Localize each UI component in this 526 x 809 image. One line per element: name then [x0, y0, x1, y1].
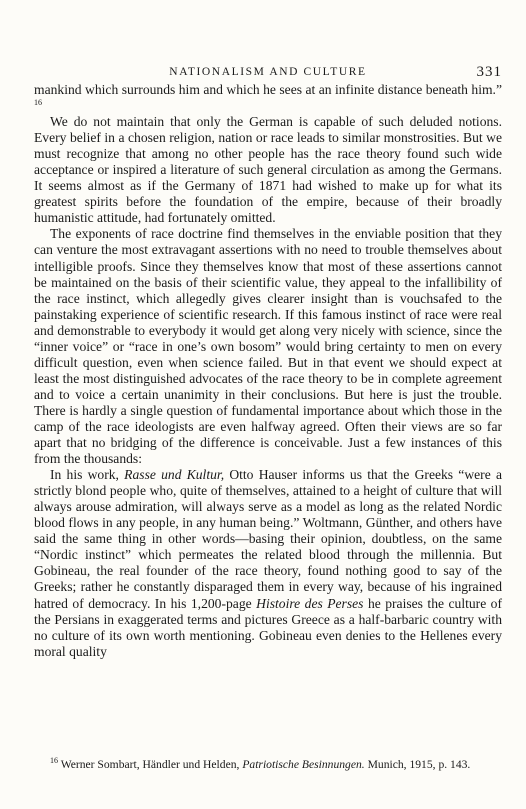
page-header	[34, 64, 502, 84]
running-head: NATIONALISM AND CULTURE	[169, 66, 367, 78]
footnote-citation: Werner Sombart, Händler und Helden,	[60, 758, 240, 771]
footnote-citation-rest: Munich, 1915, p. 143.	[367, 758, 471, 771]
footnote	[34, 757, 502, 772]
book-title: Rasse und Kultur,	[124, 467, 225, 483]
paragraph-continuation	[34, 82, 502, 114]
footnote-text	[34, 757, 502, 772]
footnote-book-title: Patriotische Besinnungen.	[242, 758, 365, 771]
paragraph	[34, 467, 502, 660]
page-number: 331	[476, 64, 502, 80]
paragraph: The exponents of race doctrine find themselves in the enviable position that they can venture the most extravagant assertions with no need to trouble themselves about intelligible proofs. Since they themselves know that most of these assertions cannot be maintained on the basis of their scientific value, they appeal to the infallibility of the race instinct, which allegedly gives clearer insight than is vouchsafed to the painstaking experience of scientific research. If this famous instinct of race were real and demonstrable to everybody it would get along very nicely with science, since the “inner voice” or “race in one’s own bosom” would bring certainty to men on every difficult question, even when science failed. But in that event we should expect at least the most distinguished advocates of the race theory to be in complete agreement and to voice a certain unanimity in their conclusions. But here is just the trouble. There is hardly a single question of fundamental importance about which those in the camp of the race ideologists are even halfway agreed. Often their views are so far apart that no bridging of the difference is conceivable. Just a few instances of this from the thousands:	[34, 226, 502, 467]
paragraph-text: mankind which surrounds him and which he sees at an infinite distance beneath him.”	[34, 82, 502, 97]
paragraph-text: he praises the culture of the Persians in exaggerated terms and pictures Greece as a half-barbaric country with no culture of its own worth mentioning. Gobineau even denies to the Hellenes every moral quality	[34, 595, 503, 659]
paragraph-text: Otto Hauser informs us that the Greeks “were a strictly blond people who, quite of themselves, attained to a height of culture that will always arouse admiration, will always serve as a model as long as the related Nordic blood flows in any people, in any human being.” Woltmann, Günther, and others have said the same thing in other words—basing their opinion, doubtless, on the same “Nordic instinct” which permeates the related blood through the millennia. But Gobineau, the real founder of the race theory, found nothing good to say of the Greeks; rather he constantly disparaged them in every way, because of his ingrained hatred of democracy. In his 1,200-page	[34, 467, 502, 611]
body-text	[34, 82, 502, 660]
footnote-reference: 16	[34, 98, 42, 108]
footnote-number: 16	[50, 756, 58, 765]
paragraph-text: In his work,	[50, 467, 119, 483]
book-title: Histoire des Perses	[256, 595, 364, 611]
paragraph: We do not maintain that only the German is capable of such deluded notions. Every belief in a chosen religion, nation or race leads to similar monstrosities. But we must recognize that among no other people has the race theory found such wide acceptance or inspired a literature of such general circulation as among the Germans. It seems almost as if the Germany of 1871 had wished to make up for what its greatest spirits before the foundation of the empire, because of their broadly humanistic attitude, had fortunately omitted.	[34, 114, 502, 226]
